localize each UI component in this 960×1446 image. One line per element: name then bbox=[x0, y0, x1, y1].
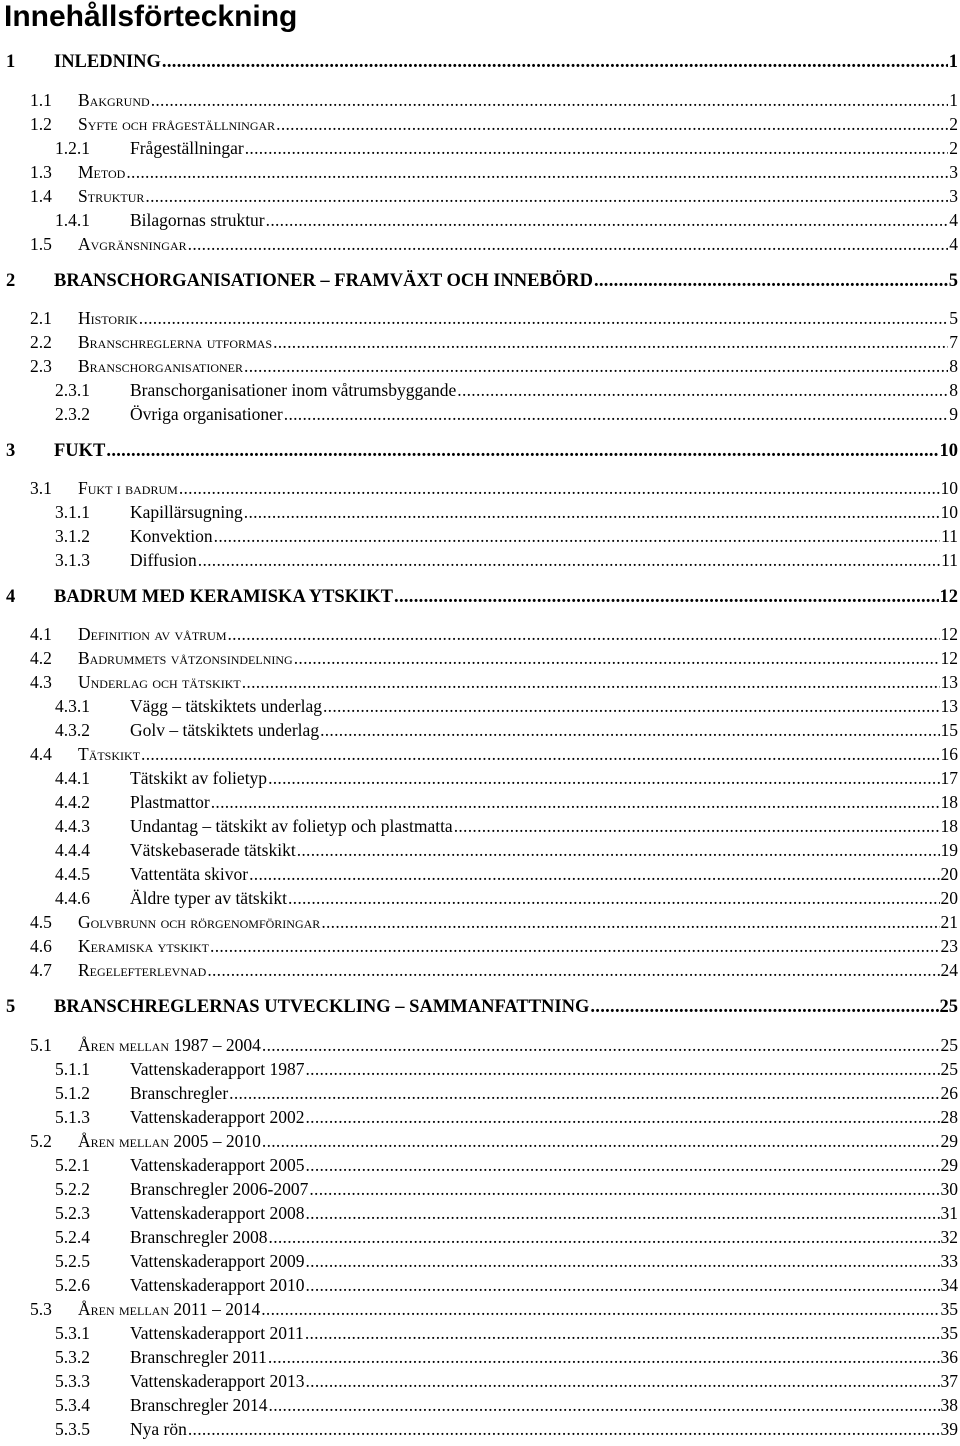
toc-entry-page: 29 bbox=[940, 1155, 958, 1175]
toc-entry[interactable] bbox=[0, 1391, 960, 1415]
toc-entry-number: 4.4.4 bbox=[55, 840, 90, 860]
toc-dot-leader bbox=[262, 1131, 940, 1151]
toc-entry-title: Branschreglerna utformas bbox=[78, 332, 273, 352]
toc-entry-page: 29 bbox=[940, 1131, 958, 1151]
toc-entry[interactable] bbox=[0, 644, 960, 668]
toc-entry-page: 12 bbox=[939, 587, 958, 607]
toc-entry-number: 3 bbox=[6, 441, 16, 461]
toc-entry[interactable] bbox=[0, 1271, 960, 1295]
toc-entry-title: Tätskikt av folietyp bbox=[130, 768, 268, 788]
toc-entry-title: Plastmattor bbox=[130, 792, 210, 812]
toc-entry-page: 3 bbox=[949, 162, 958, 182]
toc-entry[interactable] bbox=[0, 1223, 960, 1247]
toc-entry-number: 1.1 bbox=[30, 90, 52, 110]
toc-entry-title: Fukt i badrum bbox=[78, 478, 178, 498]
toc-entry-number: 1.2.1 bbox=[55, 138, 90, 158]
toc-dot-leader bbox=[284, 404, 948, 424]
toc-entry-page: 34 bbox=[940, 1275, 958, 1295]
toc-entry[interactable] bbox=[0, 764, 960, 788]
toc-entry-title: Övriga organisationer bbox=[130, 404, 283, 424]
toc-entry-page: 10 bbox=[939, 441, 958, 461]
toc-entry[interactable] bbox=[0, 1247, 960, 1271]
toc-entry-page: 32 bbox=[940, 1227, 958, 1247]
toc-entry-number: 5.2.4 bbox=[55, 1227, 90, 1247]
toc-entry[interactable] bbox=[0, 1055, 960, 1079]
toc-entry-number: 2 bbox=[6, 271, 16, 291]
toc-entry-title: Vattenskaderapport 2002 bbox=[130, 1107, 305, 1127]
toc-entry-number: 3.1.1 bbox=[55, 502, 90, 522]
toc-entry-number: 4.4.1 bbox=[55, 768, 90, 788]
toc-dot-leader bbox=[198, 550, 940, 570]
toc-entry[interactable] bbox=[0, 400, 960, 424]
toc-entry-page: 23 bbox=[940, 936, 958, 956]
toc-entry-title: Definition av våtrum bbox=[78, 624, 227, 644]
toc-entry-title: Branschorganisationer bbox=[78, 356, 244, 376]
toc-entry[interactable] bbox=[0, 1103, 960, 1127]
toc-entry-page: 10 bbox=[940, 502, 958, 522]
toc-entry-number: 3.1.2 bbox=[55, 526, 90, 546]
toc-entry[interactable] bbox=[0, 1079, 960, 1103]
toc-entry-title: Äldre typer av tätskikt bbox=[130, 888, 287, 908]
toc-entry-number: 5.3.1 bbox=[55, 1323, 90, 1343]
toc-entry[interactable] bbox=[0, 48, 960, 72]
toc-entry-number: 5.3.3 bbox=[55, 1371, 90, 1391]
toc-entry[interactable] bbox=[0, 546, 960, 570]
toc-entry-number: 1.3 bbox=[30, 162, 52, 182]
toc-entry-title: Avgränsningar bbox=[78, 234, 187, 254]
toc-entry-title: Vattenskaderapport 2009 bbox=[130, 1251, 305, 1271]
toc-entry[interactable] bbox=[0, 1295, 960, 1319]
toc-entry-number: 1 bbox=[6, 52, 16, 72]
toc-entry-title: BRANSCHREGLERNAS UTVECKLING – SAMMANFATTNING bbox=[54, 997, 590, 1017]
toc-entry[interactable] bbox=[0, 230, 960, 254]
toc-entry-title: Vattentäta skivor bbox=[130, 864, 249, 884]
toc-entry-page: 11 bbox=[941, 526, 958, 546]
toc-entry[interactable] bbox=[0, 304, 960, 328]
toc-entry[interactable] bbox=[0, 498, 960, 522]
toc-entry[interactable] bbox=[0, 352, 960, 376]
toc-entry-page: 17 bbox=[940, 768, 958, 788]
toc-dot-leader bbox=[321, 912, 939, 932]
toc-entry[interactable] bbox=[0, 1343, 960, 1367]
toc-entry-page: 4 bbox=[949, 234, 958, 254]
toc-entry-page: 33 bbox=[940, 1251, 958, 1271]
toc-entry-page: 18 bbox=[940, 792, 958, 812]
toc-entry-number: 5.3.5 bbox=[55, 1419, 90, 1439]
toc-dot-leader bbox=[188, 234, 949, 254]
toc-entry-page: 31 bbox=[940, 1203, 958, 1223]
toc-entry-page: 2 bbox=[949, 114, 958, 134]
toc-entry-title: Underlag och tätskikt bbox=[78, 672, 241, 692]
toc-entry-page: 11 bbox=[941, 550, 958, 570]
toc-dot-leader bbox=[141, 744, 939, 764]
toc-entry[interactable] bbox=[0, 692, 960, 716]
toc-entry-number: 5.2.5 bbox=[55, 1251, 90, 1271]
toc-entry-page: 12 bbox=[940, 648, 958, 668]
toc-entry-number: 4.7 bbox=[30, 960, 52, 980]
toc-entry-title: Konvektion bbox=[130, 526, 213, 546]
toc-entry-title: Keramiska ytskikt bbox=[78, 936, 210, 956]
toc-entry-number: 5.2.6 bbox=[55, 1275, 90, 1295]
toc-entry-title: Undantag – tätskikt av folietyp och plastmatta bbox=[130, 816, 453, 836]
toc-dot-leader bbox=[214, 526, 941, 546]
toc-entry-title: Kapillärsugning bbox=[130, 502, 243, 522]
toc-entry-page: 19 bbox=[940, 840, 958, 860]
toc-entry[interactable] bbox=[0, 740, 960, 764]
toc-entry-number: 2.3.1 bbox=[55, 380, 90, 400]
toc-entry-number: 3.1 bbox=[30, 478, 52, 498]
toc-entry-title: Åren mellan 2011 – 2014 bbox=[78, 1299, 261, 1319]
toc-entry-number: 4.4.2 bbox=[55, 792, 90, 812]
toc-entry[interactable] bbox=[0, 86, 960, 110]
toc-entry-title: Branschregler 2008 bbox=[130, 1227, 268, 1247]
toc-entry-page: 35 bbox=[940, 1299, 958, 1319]
toc-entry[interactable] bbox=[0, 437, 960, 461]
toc-entry-title: Frågeställningar bbox=[130, 138, 244, 158]
toc-entry-title: Åren mellan 1987 – 2004 bbox=[78, 1035, 261, 1055]
toc-entry[interactable] bbox=[0, 1031, 960, 1055]
toc-entry-title: Vattenskaderapport 2005 bbox=[130, 1155, 305, 1175]
toc-entry-page: 1 bbox=[948, 52, 958, 72]
toc-entry-page: 21 bbox=[940, 912, 958, 932]
toc-entry-page: 36 bbox=[940, 1347, 958, 1367]
toc-entry-number: 5.1.1 bbox=[55, 1059, 90, 1079]
toc-entry-number: 5.3.2 bbox=[55, 1347, 90, 1367]
toc-entry-title: Branschregler bbox=[130, 1083, 229, 1103]
toc-entry-title: Vägg – tätskiktets underlag bbox=[130, 696, 322, 716]
toc-dot-leader bbox=[249, 864, 939, 884]
toc-entry-page: 26 bbox=[940, 1083, 958, 1103]
toc-entry-title: Vattenskaderapport 2010 bbox=[130, 1275, 305, 1295]
toc-dot-leader bbox=[244, 502, 940, 522]
toc-entry-number: 5.1.3 bbox=[55, 1107, 90, 1127]
toc-entry-number: 5.2 bbox=[30, 1131, 52, 1151]
toc-entry[interactable] bbox=[0, 1415, 960, 1439]
toc-entry-page: 8 bbox=[949, 356, 958, 376]
toc-entry-page: 10 bbox=[940, 478, 958, 498]
toc-dot-leader bbox=[229, 1083, 939, 1103]
toc-entry[interactable] bbox=[0, 1367, 960, 1391]
toc-dot-leader bbox=[242, 672, 940, 692]
toc-entry[interactable] bbox=[0, 788, 960, 812]
toc-entry-title: Metod bbox=[78, 162, 126, 182]
toc-entry-page: 7 bbox=[949, 332, 958, 352]
toc-entry-number: 5 bbox=[6, 997, 16, 1017]
toc-dot-leader bbox=[305, 1107, 939, 1127]
toc-dot-leader bbox=[454, 816, 940, 836]
toc-entry-title: Branschorganisationer inom våtrumsbyggande bbox=[130, 380, 457, 400]
toc-entry-page: 28 bbox=[940, 1107, 958, 1127]
toc-entry-title: Badrummets våtzonsindelning bbox=[78, 648, 293, 668]
toc-entry[interactable] bbox=[0, 908, 960, 932]
toc-entry[interactable] bbox=[0, 1127, 960, 1151]
toc-entry[interactable] bbox=[0, 376, 960, 400]
toc-entry-title: Syfte och frågeställningar bbox=[78, 114, 276, 134]
toc-title: Innehållsförteckning bbox=[4, 0, 298, 33]
toc-entry-page: 37 bbox=[940, 1371, 958, 1391]
toc-entry-title: Vätskebaserade tätskikt bbox=[130, 840, 296, 860]
toc-entry-page: 16 bbox=[940, 744, 958, 764]
toc-entry-page: 12 bbox=[940, 624, 958, 644]
toc-entry[interactable] bbox=[0, 158, 960, 182]
toc-dot-leader bbox=[211, 792, 940, 812]
toc-dot-leader bbox=[294, 648, 940, 668]
toc-entry-title: INLEDNING bbox=[54, 52, 161, 72]
toc-entry-number: 1.4 bbox=[30, 186, 52, 206]
toc-entry[interactable] bbox=[0, 583, 960, 607]
toc-dot-leader bbox=[139, 308, 948, 328]
toc-entry-page: 9 bbox=[949, 404, 958, 424]
toc-entry-page: 18 bbox=[940, 816, 958, 836]
toc-entry-title: Bakgrund bbox=[78, 90, 150, 110]
toc-entry-page: 30 bbox=[940, 1179, 958, 1199]
toc-dot-leader bbox=[228, 624, 940, 644]
toc-dot-leader bbox=[269, 1395, 940, 1415]
toc-entry-page: 4 bbox=[949, 210, 958, 230]
toc-entry-number: 4.4.6 bbox=[55, 888, 90, 908]
toc-entry[interactable] bbox=[0, 812, 960, 836]
toc-entry[interactable] bbox=[0, 1199, 960, 1223]
toc-dot-leader bbox=[305, 1371, 939, 1391]
toc-entry-number: 4.3.1 bbox=[55, 696, 90, 716]
toc-entry-number: 4.2 bbox=[30, 648, 52, 668]
toc-entry-title: Branschregler 2011 bbox=[130, 1347, 267, 1367]
toc-entry[interactable] bbox=[0, 110, 960, 134]
toc-entry-title: Tätskikt bbox=[78, 744, 141, 764]
toc-entry-title: Branschregler 2006-2007 bbox=[130, 1179, 309, 1199]
toc-entry[interactable] bbox=[0, 1175, 960, 1199]
toc-entry-title: BRANSCHORGANISATIONER – FRAMVÄXT OCH INNEBÖRD bbox=[54, 271, 593, 291]
toc-entry-page: 3 bbox=[949, 186, 958, 206]
toc-entry-number: 4.3.2 bbox=[55, 720, 90, 740]
toc-entry-page: 5 bbox=[948, 271, 958, 291]
toc-entry-number: 5.3 bbox=[30, 1299, 52, 1319]
toc-dot-leader bbox=[269, 1227, 940, 1247]
toc-entry-title: Vattenskaderapport 2013 bbox=[130, 1371, 305, 1391]
toc-dot-leader bbox=[594, 271, 948, 291]
toc-dot-leader bbox=[268, 1347, 940, 1367]
toc-entry-page: 20 bbox=[940, 864, 958, 884]
toc-dot-leader bbox=[305, 1251, 939, 1271]
toc-entry-title: Struktur bbox=[78, 186, 145, 206]
toc-entry-page: 13 bbox=[940, 672, 958, 692]
toc-entry-number: 4.4 bbox=[30, 744, 52, 764]
toc-entry-number: 5.2.2 bbox=[55, 1179, 90, 1199]
toc-dot-leader bbox=[297, 840, 940, 860]
toc-entry-number: 1.5 bbox=[30, 234, 52, 254]
toc-dot-leader bbox=[145, 186, 948, 206]
toc-entry-title: FUKT bbox=[54, 441, 106, 461]
toc-entry-number: 5.1 bbox=[30, 1035, 52, 1055]
toc-dot-leader bbox=[305, 1155, 939, 1175]
toc-dot-leader bbox=[266, 210, 949, 230]
toc-entry-page: 35 bbox=[940, 1323, 958, 1343]
toc-dot-leader bbox=[305, 1323, 940, 1343]
toc-entry-page: 20 bbox=[940, 888, 958, 908]
toc-entry-page: 25 bbox=[940, 1059, 958, 1079]
toc-dot-leader bbox=[288, 888, 940, 908]
toc-entry-number: 5.2.1 bbox=[55, 1155, 90, 1175]
toc-entry-title: Bilagornas struktur bbox=[130, 210, 265, 230]
toc-entry[interactable] bbox=[0, 206, 960, 230]
toc-dot-leader bbox=[276, 114, 948, 134]
toc-entry[interactable] bbox=[0, 993, 960, 1017]
toc-dot-leader bbox=[188, 1419, 940, 1439]
toc-entry[interactable] bbox=[0, 884, 960, 908]
toc-entry-number: 3.1.3 bbox=[55, 550, 90, 570]
toc-entry-page: 25 bbox=[940, 1035, 958, 1055]
toc-entry-page: 39 bbox=[940, 1419, 958, 1439]
toc-entry-title: Historik bbox=[78, 308, 138, 328]
toc-dot-leader bbox=[394, 587, 938, 607]
toc-entry-number: 4 bbox=[6, 587, 16, 607]
toc-dot-leader bbox=[305, 1059, 939, 1079]
toc-entry-number: 1.4.1 bbox=[55, 210, 90, 230]
toc-entry-page: 24 bbox=[940, 960, 958, 980]
toc-dot-leader bbox=[261, 1299, 939, 1319]
toc-dot-leader bbox=[262, 1035, 940, 1055]
toc-entry-title: Regelefterlevnad bbox=[78, 960, 207, 980]
toc-dot-leader bbox=[126, 162, 948, 182]
toc-entry-title: Diffusion bbox=[130, 550, 197, 570]
toc-entry-number: 2.1 bbox=[30, 308, 52, 328]
toc-entry[interactable] bbox=[0, 182, 960, 206]
toc-entry-title: Vattenskaderapport 1987 bbox=[130, 1059, 305, 1079]
toc-entry-title: Nya rön bbox=[130, 1419, 187, 1439]
toc-entry[interactable] bbox=[0, 620, 960, 644]
toc-entry[interactable] bbox=[0, 522, 960, 546]
toc-dot-leader bbox=[320, 720, 939, 740]
toc-entry-page: 8 bbox=[949, 380, 958, 400]
toc-entry-number: 4.3 bbox=[30, 672, 52, 692]
toc-entry[interactable] bbox=[0, 956, 960, 980]
toc-dot-leader bbox=[210, 936, 939, 956]
toc-entry[interactable] bbox=[0, 1319, 960, 1343]
toc-entry-page: 25 bbox=[939, 997, 958, 1017]
toc-entry-title: Golv – tätskiktets underlag bbox=[130, 720, 320, 740]
toc-entry[interactable] bbox=[0, 668, 960, 692]
toc-entry-title: Vattenskaderapport 2011 bbox=[130, 1323, 304, 1343]
toc-dot-leader bbox=[162, 52, 948, 72]
toc-entry-number: 1.2 bbox=[30, 114, 52, 134]
toc-entry[interactable] bbox=[0, 474, 960, 498]
toc-dot-leader bbox=[151, 90, 949, 110]
toc-entry-number: 4.1 bbox=[30, 624, 52, 644]
toc-dot-leader bbox=[457, 380, 948, 400]
toc-entry[interactable] bbox=[0, 836, 960, 860]
toc-entry-number: 2.3 bbox=[30, 356, 52, 376]
toc-dot-leader bbox=[305, 1275, 939, 1295]
toc-dot-leader bbox=[106, 441, 938, 461]
toc-dot-leader bbox=[244, 356, 948, 376]
toc-entry-page: 2 bbox=[949, 138, 958, 158]
toc-entry-title: Åren mellan 2005 – 2010 bbox=[78, 1131, 261, 1151]
toc-entry-page: 15 bbox=[940, 720, 958, 740]
toc-entry-number: 4.4.5 bbox=[55, 864, 90, 884]
toc-entry-number: 2.3.2 bbox=[55, 404, 90, 424]
toc-dot-leader bbox=[323, 696, 940, 716]
toc-dot-leader bbox=[305, 1203, 939, 1223]
toc-entry[interactable] bbox=[0, 328, 960, 352]
toc-dot-leader bbox=[207, 960, 939, 980]
toc-entry-number: 4.6 bbox=[30, 936, 52, 956]
toc-entry-page: 5 bbox=[949, 308, 958, 328]
toc-entry-page: 38 bbox=[940, 1395, 958, 1415]
toc-entry-number: 4.4.3 bbox=[55, 816, 90, 836]
toc-dot-leader bbox=[179, 478, 940, 498]
toc-entry[interactable] bbox=[0, 134, 960, 158]
toc-entry[interactable] bbox=[0, 716, 960, 740]
toc-entry-number: 5.1.2 bbox=[55, 1083, 90, 1103]
toc-dot-leader bbox=[309, 1179, 939, 1199]
toc-entry-title: Vattenskaderapport 2008 bbox=[130, 1203, 305, 1223]
toc-entry[interactable] bbox=[0, 1151, 960, 1175]
toc-entry[interactable] bbox=[0, 932, 960, 956]
toc-dot-leader bbox=[273, 332, 948, 352]
toc-entry-page: 13 bbox=[940, 696, 958, 716]
toc-dot-leader bbox=[590, 997, 938, 1017]
toc-entry-page: 1 bbox=[949, 90, 958, 110]
toc-entry[interactable] bbox=[0, 860, 960, 884]
toc-entry-title: BADRUM MED KERAMISKA YTSKIKT bbox=[54, 587, 394, 607]
toc-entry-number: 5.3.4 bbox=[55, 1395, 90, 1415]
toc-entry-number: 5.2.3 bbox=[55, 1203, 90, 1223]
toc-dot-leader bbox=[245, 138, 949, 158]
toc-entry-title: Golvbrunn och rörgenomföringar bbox=[78, 912, 321, 932]
toc-entry-number: 4.5 bbox=[30, 912, 52, 932]
toc-entry-title: Branschregler 2014 bbox=[130, 1395, 268, 1415]
toc-entry-number: 2.2 bbox=[30, 332, 52, 352]
toc-entry[interactable] bbox=[0, 267, 960, 291]
toc-dot-leader bbox=[268, 768, 939, 788]
